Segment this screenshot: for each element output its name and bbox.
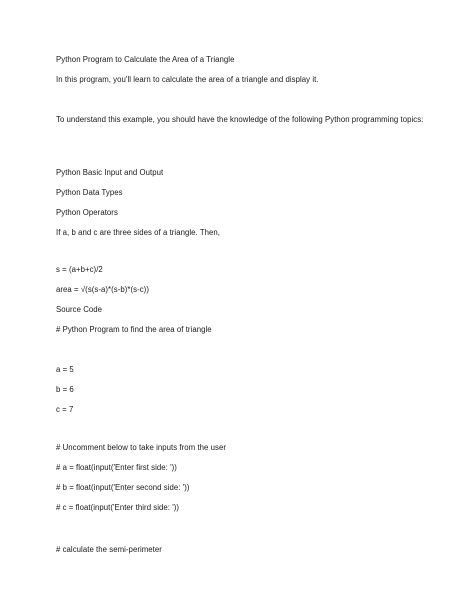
- topic-operators: Python Operators: [56, 208, 118, 217]
- code-comment-uncomment: # Uncomment below to take inputs from the user: [56, 443, 227, 452]
- intro-paragraph: In this program, you'll learn to calculate the area of a triangle and display it.: [56, 75, 319, 84]
- code-comment-input-c: # c = float(input('Enter third side: ')): [56, 503, 180, 512]
- code-a-assignment: a = 5: [56, 365, 74, 374]
- code-b-assignment: b = 6: [56, 385, 74, 394]
- semi-perimeter-formula: s = (a+b+c)/2: [56, 265, 103, 274]
- topic-data-types: Python Data Types: [56, 188, 123, 197]
- area-formula: area = √(s(s-a)*(s-b)*(s-c)): [56, 285, 149, 294]
- source-code-heading: Source Code: [56, 305, 103, 314]
- triangle-sides-text: If a, b and c are three sides of a triangle. Then,: [56, 228, 221, 237]
- document-title: Python Program to Calculate the Area of a Triangle: [56, 55, 235, 64]
- code-comment-input-b: # b = float(input('Enter second side: ')): [56, 483, 190, 492]
- prerequisite-paragraph: To understand this example, you should have the knowledge of the following Python programming topics:: [56, 115, 424, 124]
- topic-basic-io: Python Basic Input and Output: [56, 168, 164, 177]
- code-comment-title: # Python Program to find the area of triangle: [56, 325, 212, 334]
- code-comment-input-a: # a = float(input('Enter first side: ')): [56, 463, 177, 472]
- code-comment-semi-perimeter: # calculate the semi-perimeter: [56, 545, 162, 554]
- code-c-assignment: c = 7: [56, 405, 74, 414]
